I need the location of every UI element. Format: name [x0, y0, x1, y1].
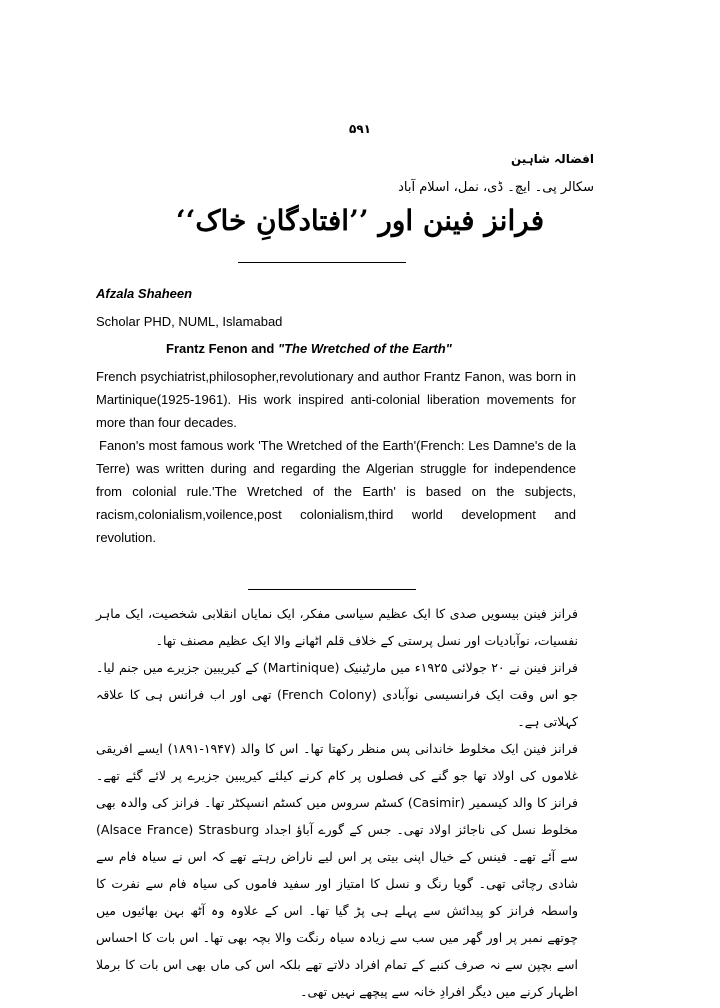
urdu-author-affiliation: سکالر پی۔ ایچ۔ ڈی، نمل، اسلام آباد — [398, 180, 594, 195]
abstract-paragraph: French psychiatrist,philosopher,revolutionary and author Frantz Fanon, was born in Martinique(1925-1961). His work inspired anti-colonial liberation movements for more than four decades. — [96, 369, 576, 430]
body-text: ( — [188, 822, 199, 837]
body-paragraph: فرانز فینن بیسویں صدی کا ایک عظیم سیاسی مفکر، ایک نمایاں انقلابی شخصیت، ایک ماہر نفسیات، نوآبادیات اور نسل پرستی کے خلاف قلم اٹھانے والا ایک عظیم مصنف تھا۔ — [96, 606, 578, 648]
body-text: ) سے آئے تھے۔ فینس کے خیال اپنی بیتی پر اس لیے ناراض رہتے تھے کہ اس نے سیاہ فام سے شادی رچائی تھی۔ گویا رنگ و نسل کا امتیاز اور سفید فاموں کی سیاہ فام سے نفرت کا واسطہ فرانز کو پیدائش سے پہلے ہی پڑ گیا تھا۔ اس کے علاوہ وہ آٹھ بہن بھائیوں میں چوتھے نمبر پر اور گھر میں سب سے زیادہ سیاہ رنگت والا بچہ بھی تھا۔ اس بات کا احساس اسے بچپن سے نہ صرف کنبے کے تمام افراد دلاتے تھے بلکہ اس کی ماں بھی اس بات کا برملا اظہار کرنے میں دیگر افرادِ خانہ سے پیچھے نہیں تھی۔ — [96, 822, 578, 999]
urdu-article-body — [96, 600, 578, 1005]
english-author-affiliation: Scholar PHD, NUML, Islamabad — [96, 314, 283, 329]
urdu-author-name: افضالہ شاہین — [510, 152, 594, 166]
body-paragraph — [96, 735, 578, 1005]
body-text: ) کسٹم سروس میں کسٹم انسپکٹر تھا۔ فرانز کی والدہ بھی مخلوط نسل کی ناجائز اولاد تھی۔ جس کے گورے آباؤ اجداد — [96, 795, 578, 837]
body-text: فرانز فینن ایک مخلوط خاندانی پس منظر رکھتا تھا۔ اس کا والد (۱۹۴۷-۱۸۹۱) ایسے افریقی غلاموں کی اولاد تھا جو گنے کی فصلوں پر کام کرنے کیلئے کیریبین جزیرے پر لائے گئے تھے۔ فرانز کا والد کیسمیر ( — [96, 741, 578, 810]
body-text: ) تھی اور اب فرانس ہی کا علاقہ کہلاتی ہے۔ — [96, 687, 578, 729]
title-divider — [238, 262, 406, 263]
body-latin-term: French Colony — [281, 687, 372, 702]
english-title-prefix: Frantz Fenon and — [166, 341, 278, 356]
body-latin-term: Alsace France — [100, 822, 189, 837]
body-text: فرانز فینن نے ۲۰ جولائی ۱۹۲۵ء میں مارٹینیک ( — [334, 660, 578, 675]
urdu-article-title: فرانز فینن اور ’’افتادگانِ خاک‘‘ — [175, 204, 545, 237]
body-latin-term: Casimir — [412, 795, 460, 810]
english-article-title — [166, 341, 452, 356]
page-number: ۵۹۱ — [349, 122, 371, 136]
body-latin-term: Strasburg — [198, 822, 260, 837]
abstract-paragraph: Fanon's most famous work 'The Wretched of the Earth'(French: Les Damne's de la Terre) was written during and regarding the Algerian struggle for independence from colonial rule.'The Wretched of the Earth' is based on the subjects, racism,colonialism,voilence,post colonialism,third world development and revolution. — [96, 438, 576, 545]
abstract-divider — [248, 589, 416, 590]
english-abstract — [96, 365, 576, 549]
english-title-italic: "The Wretched of the Earth" — [277, 341, 452, 356]
body-latin-term: Martinique — [267, 660, 335, 675]
body-text: ) کے کیریبین جزیرے میں جنم لیا۔ جو اس وقت ایک فرانسیسی نوآبادی ( — [96, 660, 578, 702]
english-author-name: Afzala Shaheen — [96, 286, 193, 301]
body-paragraph — [96, 654, 578, 735]
